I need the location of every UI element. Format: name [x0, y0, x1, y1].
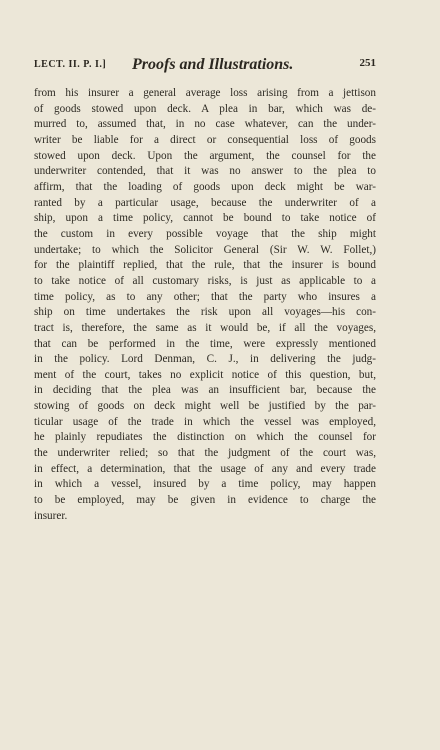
text-line: affirm, that the loading of goods upon deck might be war- — [34, 180, 376, 193]
text-line: to take notice of all customary risks, is just as applicable to a — [34, 274, 376, 287]
running-header — [34, 56, 376, 76]
text-line: insurer. — [34, 509, 68, 522]
text-line: in effect, a determination, that the usage of any and every trade — [34, 462, 376, 475]
text-line: stowed upon deck. Upon the argument, the counsel for the — [34, 149, 376, 162]
text-line: underwriter contended, that it was no answer to the plea to — [34, 165, 376, 178]
text-line: ship, upon a time policy, cannot be bound to take notice of — [34, 212, 376, 225]
text-line: ship on time undertakes the risk upon all voyages—his con- — [34, 306, 376, 319]
text-line: to be employed, may be given in evidence to charge the — [34, 494, 376, 507]
text-line: in the policy. Lord Denman, C. J., in delivering the judg- — [34, 353, 376, 366]
running-title: Proofs and Illustrations. — [132, 56, 294, 73]
text-line: that can be performed in the time, were expressly mentioned — [34, 337, 376, 350]
text-line: ranted by a particular usage, because the underwriter of a — [34, 196, 376, 209]
text-line: writer be liable for a direct or consequential loss of goods — [34, 133, 376, 146]
text-line: the underwriter relied; so that the judgment of the court was, — [34, 447, 376, 460]
page-number: 251 — [359, 57, 376, 69]
text-line: in deciding that the plea was an insufficient bar, because the — [34, 384, 376, 397]
text-line: from his insurer a general average loss arising from a jettison — [34, 87, 376, 99]
text-line: he plainly repudiates the distinction on which the counsel for — [34, 431, 376, 444]
text-line: murred to, assumed that, in no case whatever, can the under- — [34, 118, 376, 131]
text-line: the custom in every possible voyage that the ship might — [34, 227, 376, 240]
text-line: ticular usage of the trade in which the vessel was employed, — [34, 415, 376, 428]
text-line: ment of the court, takes no explicit notice of this question, but, — [34, 368, 376, 381]
body-text — [34, 86, 376, 524]
section-reference: LECT. II. P. I.] — [34, 59, 107, 70]
text-line: for the plaintiff replied, that the rule, that the insurer is bound — [34, 259, 376, 272]
text-line: stowing of goods on deck might well be justified by the par- — [34, 400, 376, 413]
text-line: in which a vessel, insured by a time policy, may happen — [34, 478, 376, 491]
text-line: tract is, therefore, the same as it would be, if all the voyages, — [34, 321, 376, 334]
text-line: of goods stowed upon deck. A plea in bar, which was de- — [34, 102, 376, 115]
text-line: time policy, as to any other; that the party who insures a — [34, 290, 376, 303]
text-line: undertake; to which the Solicitor General (Sir W. W. Follet,) — [34, 243, 376, 256]
